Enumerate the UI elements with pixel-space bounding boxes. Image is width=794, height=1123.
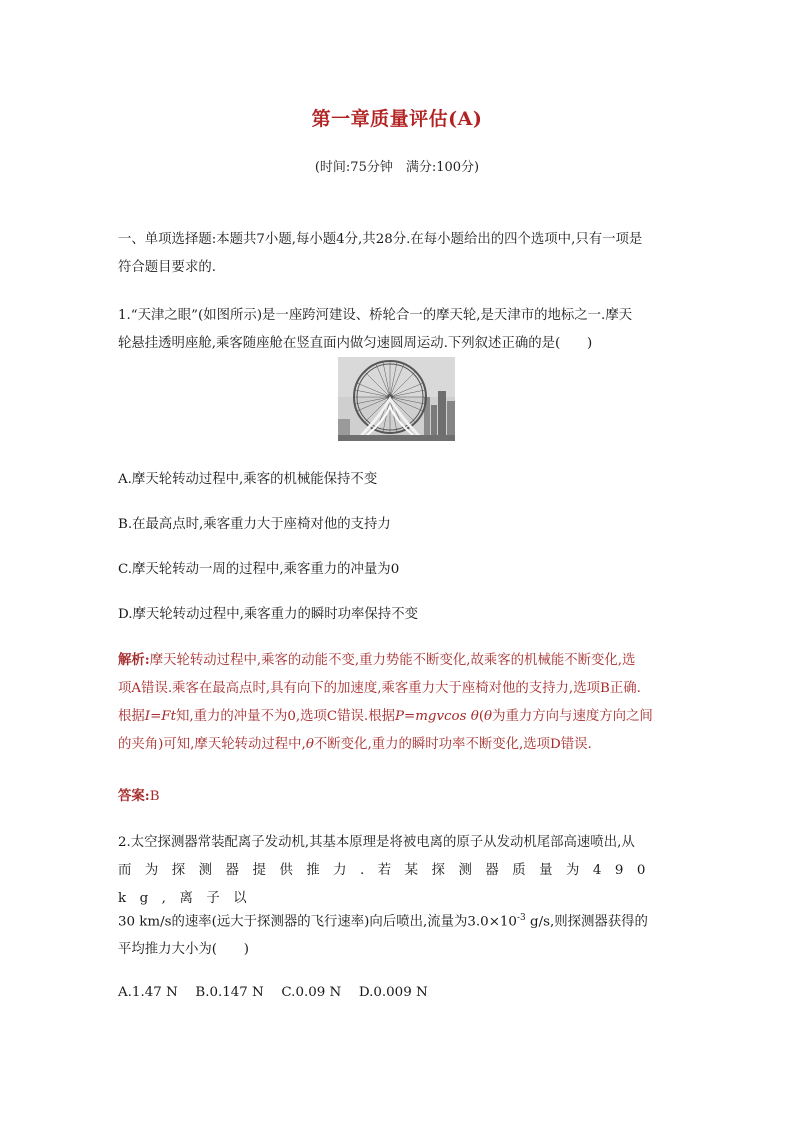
answer-label: 答案: xyxy=(118,788,150,804)
question-2-line-2: 而为探测器提供推力.若某探测器质量为490 kg,离子以 xyxy=(118,863,659,906)
formula-power: P=mgvcos θ xyxy=(394,709,479,724)
question-2-line-3: 30 km/s的速率(远大于探测器的飞行速率)向后喷出,流量为$3.0\times 10^{-3}$ g/s,则探测器获得的 xyxy=(118,913,648,930)
question-1-answer xyxy=(118,782,678,811)
question-1-line-2: 轮悬挂透明座舱,乘客随座舱在竖直面内做匀速圆周运动.下列叙述正确的是( ) xyxy=(118,336,593,351)
analysis-label: 解析: xyxy=(118,652,150,668)
analysis-line-2: 项A错误.乘客在最高点时,具有向下的加速度,乘客重力大于座椅对他的支持力,选项B正确. xyxy=(118,681,641,696)
analysis-line-1: 解析:摩天轮转动过程中,乘客的动能不变,重力势能不断变化,故乘客的机械能不断变化,选 xyxy=(118,652,636,668)
option-b: B.在最高点时,乘客重力大于座椅对他的支持力 xyxy=(118,517,391,532)
question-2-line-1: 2.太空探测器常装配离子发动机,其基本原理是将被电离的原子从发动机尾部高速喷出,从 xyxy=(118,835,635,850)
section-heading xyxy=(118,226,678,282)
question-1-analysis xyxy=(118,646,678,759)
question-1-line-1: 1.“天津之眼”(如图所示)是一座跨河建设、桥轮合一的摩天轮,是天津市的地标之一.摩天 xyxy=(118,308,633,323)
question-2-stem-continued xyxy=(118,904,678,964)
section-heading-line-2: 符合题目要求的. xyxy=(118,260,216,275)
question-2-line-4: 平均推力大小为( ) xyxy=(118,942,249,958)
question-2-stem xyxy=(118,829,678,913)
section-heading-line-1: 一、单项选择题:本题共7小题,每小题4分,共28分.在每小题给出的四个选项中,只有一项是 xyxy=(118,232,643,247)
question-2-options: A.1.47 N B.0.147 N C.0.09 N D.0.009 N xyxy=(118,985,428,1000)
option-d: D.摩天轮转动过程中,乘客重力的瞬时功率保持不变 xyxy=(118,607,418,622)
ferris-wheel-photo xyxy=(338,357,455,441)
answer-value: B xyxy=(149,789,160,804)
formula-impulse: I=Ft xyxy=(144,709,176,724)
exponent: -3 xyxy=(516,913,526,923)
exam-info: (时间:75分钟 满分:100分) xyxy=(314,160,480,175)
question-1-stem xyxy=(118,302,678,358)
option-c: C.摩天轮转动一周的过程中,乘客重力的冲量为0 xyxy=(118,562,400,577)
analysis-line-3: 根据I=Ft知,重力的冲量不为0,选项C错误.根据P=mgvcos θ(θ为重力方向与速度方向之间 xyxy=(118,709,653,724)
analysis-line-4: 的夹角)可知,摩天轮转动过程中,θ不断变化,重力的瞬时功率不断变化,选项D错误. xyxy=(118,737,592,752)
option-a: A.摩天轮转动过程中,乘客的机械能保持不变 xyxy=(118,472,378,487)
page-title: 第一章质量评估(A) xyxy=(311,108,483,130)
ferris-wheel-illustration xyxy=(338,357,455,441)
